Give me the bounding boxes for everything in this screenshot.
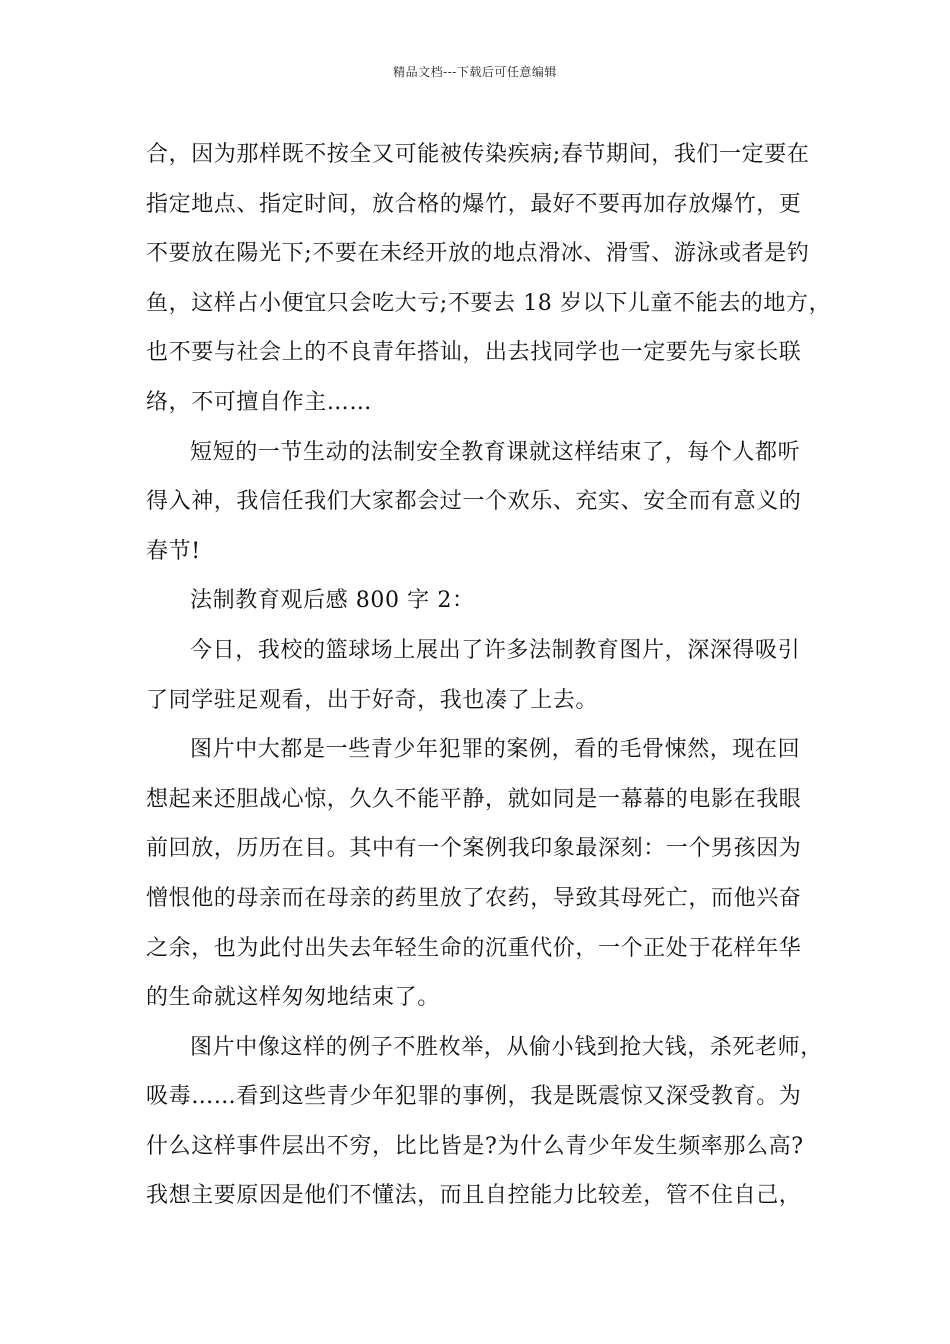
text-line: 吸毒……看到这些青少年犯罪的事例，我是既震惊又深受教育。为 [146,1084,802,1110]
paragraph-start-line: 短短的一节生动的法制安全教育课就这样结束了，每个人都听 [190,439,801,465]
text-line: 鱼，这样占小便宜只会吃大亏;不要去 18 岁以下儿童不能去的地方， [146,290,832,316]
text-line: 了同学驻足观看，出于好奇，我也凑了上去。 [146,687,599,713]
paragraph-start-line: 今日，我校的篮球场上展出了许多法制教育图片，深深得吸引 [190,637,801,663]
section-heading: 法制教育观后感 800 字 2： [190,588,475,614]
text-line: 之余，也为此付出失去年轻生命的沉重代价，一个正处于花样年华 [146,935,802,961]
text-line: 不要放在陽光下;不要在未经开放的地点滑冰、滑雪、游泳或者是钓 [146,241,810,267]
text-line: 春节! [146,538,201,564]
text-line: 我想主要原因是他们不懂法，而且自控能力比较差，管不住自己， [146,1183,802,1209]
paragraph-start-line: 图片中大都是一些青少年犯罪的案例，看的毛骨悚然，现在回 [190,737,801,763]
text-line: 憎恨他的母亲而在母亲的药里放了农药，导致其母死亡，而他兴奋 [146,885,802,911]
text-line: 的生命就这样匆匆地结束了。 [146,985,440,1011]
text-line: 指定地点、指定时间，放合格的爆竹，最好不要再加存放爆竹，更 [146,191,802,217]
page-header: 精品文档---下载后可任意编辑 [393,65,557,79]
paragraph-start-line: 图片中像这样的例子不胜枚举，从偷小钱到抢大钱，杀死老师， [190,1034,823,1060]
document-body [146,130,832,1221]
text-line: 络，不可擅自作主…… [146,389,373,415]
text-line: 前回放，历历在目。其中有一个案例我印象最深刻：一个男孩因为 [146,836,802,862]
text-line: 想起来还胆战心惊，久久不能平静，就如同是一幕幕的电影在我眼 [146,786,802,812]
text-line: 什么这样事件层出不穷，比比皆是?为什么青少年发生频率那么高? [146,1133,804,1159]
text-line: 也不要与社会上的不良青年搭讪，出去找同学也一定要先与家长联 [146,340,802,366]
text-line: 得入神，我信任我们大家都会过一个欢乐、充实、安全而有意义的 [146,489,802,515]
text-line: 合，因为那样既不按全又可能被传染疾病;春节期间，我们一定要在 [146,142,810,167]
